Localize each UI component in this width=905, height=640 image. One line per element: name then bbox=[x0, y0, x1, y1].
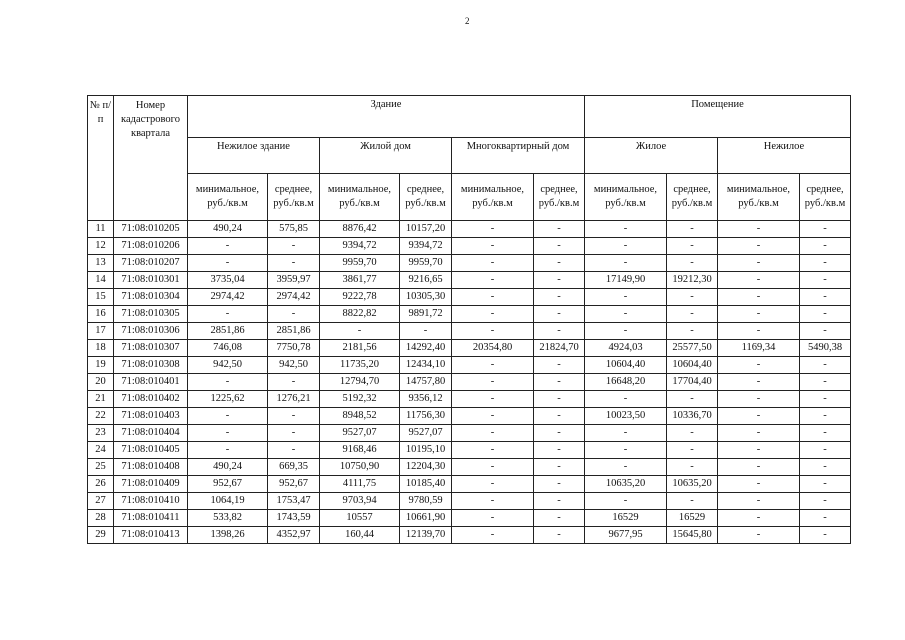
table-cell: - bbox=[718, 306, 800, 323]
table-cell: - bbox=[800, 221, 851, 238]
table-cell: - bbox=[800, 374, 851, 391]
cadastral-number: 71:08:010304 bbox=[114, 289, 188, 306]
table-row bbox=[88, 459, 851, 476]
table-cell: 10604,40 bbox=[585, 357, 667, 374]
row-number: 28 bbox=[88, 510, 114, 527]
table-cell: 10661,90 bbox=[400, 510, 452, 527]
table-cell: 25577,50 bbox=[667, 340, 718, 357]
table-row bbox=[88, 323, 851, 340]
page-number: 2 bbox=[465, 16, 470, 26]
table-cell: - bbox=[452, 459, 534, 476]
table-cell: - bbox=[534, 374, 585, 391]
table-cell: 21824,70 bbox=[534, 340, 585, 357]
table-cell: 2851,86 bbox=[188, 323, 268, 340]
header-building: Здание bbox=[188, 96, 585, 138]
table-cell: - bbox=[718, 493, 800, 510]
table-cell: - bbox=[452, 408, 534, 425]
table-row bbox=[88, 255, 851, 272]
table-cell: 1753,47 bbox=[268, 493, 320, 510]
table-cell: 9394,72 bbox=[400, 238, 452, 255]
header-residential: Жилое bbox=[585, 138, 718, 174]
header-cadastral: Номер кадастрового квартала bbox=[114, 96, 188, 221]
table-cell: 17149,90 bbox=[585, 272, 667, 289]
cadastral-number: 71:08:010307 bbox=[114, 340, 188, 357]
table-row bbox=[88, 374, 851, 391]
row-number: 13 bbox=[88, 255, 114, 272]
table-cell: 11735,20 bbox=[320, 357, 400, 374]
table-cell: 17704,40 bbox=[667, 374, 718, 391]
table-cell: - bbox=[718, 272, 800, 289]
table-cell: 9394,72 bbox=[320, 238, 400, 255]
table-cell: 1169,34 bbox=[718, 340, 800, 357]
table-cell: 11756,30 bbox=[400, 408, 452, 425]
row-number: 18 bbox=[88, 340, 114, 357]
table-cell: 5192,32 bbox=[320, 391, 400, 408]
table-cell: 9780,59 bbox=[400, 493, 452, 510]
table-cell: - bbox=[718, 476, 800, 493]
table-cell: 5490,38 bbox=[800, 340, 851, 357]
table-body bbox=[88, 221, 851, 544]
table-cell: 160,44 bbox=[320, 527, 400, 544]
table-cell: - bbox=[718, 289, 800, 306]
table-cell: - bbox=[452, 493, 534, 510]
table-cell: 3861,77 bbox=[320, 272, 400, 289]
table-cell: - bbox=[452, 289, 534, 306]
table-cell: 9677,95 bbox=[585, 527, 667, 544]
table-cell: - bbox=[800, 510, 851, 527]
table-cell: 942,50 bbox=[188, 357, 268, 374]
table-cell: 16529 bbox=[585, 510, 667, 527]
table-row bbox=[88, 527, 851, 544]
table-cell: - bbox=[452, 374, 534, 391]
table-cell: 8948,52 bbox=[320, 408, 400, 425]
table-cell: 3735,04 bbox=[188, 272, 268, 289]
table-cell: - bbox=[800, 357, 851, 374]
table-row bbox=[88, 238, 851, 255]
table-cell: - bbox=[268, 374, 320, 391]
table-cell: - bbox=[718, 459, 800, 476]
table-cell: - bbox=[718, 357, 800, 374]
table-cell: - bbox=[667, 323, 718, 340]
header-avg: среднее, руб./кв.м bbox=[400, 174, 452, 221]
table-cell: 14292,40 bbox=[400, 340, 452, 357]
table-cell: - bbox=[452, 442, 534, 459]
table-cell: 10336,70 bbox=[667, 408, 718, 425]
table-cell: 4924,03 bbox=[585, 340, 667, 357]
header-nonres-building: Нежилое здание bbox=[188, 138, 320, 174]
table-cell: 942,50 bbox=[268, 357, 320, 374]
row-number: 17 bbox=[88, 323, 114, 340]
table-cell: - bbox=[585, 221, 667, 238]
table-cell: - bbox=[534, 425, 585, 442]
table-cell: - bbox=[667, 289, 718, 306]
table-cell: - bbox=[268, 442, 320, 459]
table-cell: - bbox=[800, 425, 851, 442]
table-cell: - bbox=[667, 306, 718, 323]
table-cell: 10185,40 bbox=[400, 476, 452, 493]
table-cell: - bbox=[800, 476, 851, 493]
table-cell: 10305,30 bbox=[400, 289, 452, 306]
table-cell: - bbox=[585, 493, 667, 510]
table-cell: 1276,21 bbox=[268, 391, 320, 408]
table-cell: - bbox=[667, 425, 718, 442]
row-number: 25 bbox=[88, 459, 114, 476]
table-row bbox=[88, 289, 851, 306]
header-min: минимальное, руб./кв.м bbox=[452, 174, 534, 221]
row-number: 27 bbox=[88, 493, 114, 510]
table-cell: 12794,70 bbox=[320, 374, 400, 391]
cadastral-number: 71:08:010401 bbox=[114, 374, 188, 391]
row-number: 12 bbox=[88, 238, 114, 255]
table-cell: 1398,26 bbox=[188, 527, 268, 544]
table-cell: 10557 bbox=[320, 510, 400, 527]
table-cell: 10604,40 bbox=[667, 357, 718, 374]
table-cell: - bbox=[585, 391, 667, 408]
table-cell: - bbox=[452, 221, 534, 238]
table-cell: - bbox=[534, 510, 585, 527]
header-avg: среднее, руб./кв.м bbox=[534, 174, 585, 221]
table-cell: - bbox=[188, 425, 268, 442]
table-cell: - bbox=[268, 306, 320, 323]
table-cell: - bbox=[800, 391, 851, 408]
table-cell: - bbox=[800, 527, 851, 544]
table-cell: 3959,97 bbox=[268, 272, 320, 289]
table-cell: - bbox=[718, 425, 800, 442]
table-cell: - bbox=[452, 323, 534, 340]
table-cell: - bbox=[534, 391, 585, 408]
table-cell: - bbox=[667, 221, 718, 238]
table-cell: - bbox=[534, 459, 585, 476]
table-row bbox=[88, 272, 851, 289]
table-cell: - bbox=[188, 255, 268, 272]
table-cell: - bbox=[800, 306, 851, 323]
row-number: 14 bbox=[88, 272, 114, 289]
table-cell: 19212,30 bbox=[667, 272, 718, 289]
table-cell: - bbox=[667, 459, 718, 476]
table-cell: - bbox=[268, 255, 320, 272]
table-cell: - bbox=[718, 221, 800, 238]
table-cell: - bbox=[800, 238, 851, 255]
cadastral-number: 71:08:010405 bbox=[114, 442, 188, 459]
header-nonresidential: Нежилое bbox=[718, 138, 851, 174]
table-row bbox=[88, 442, 851, 459]
cadastral-number: 71:08:010402 bbox=[114, 391, 188, 408]
row-number: 11 bbox=[88, 221, 114, 238]
table-cell: 12139,70 bbox=[400, 527, 452, 544]
table-cell: 9527,07 bbox=[320, 425, 400, 442]
table-cell: - bbox=[585, 323, 667, 340]
table-cell: - bbox=[534, 323, 585, 340]
cadastral-number: 71:08:010205 bbox=[114, 221, 188, 238]
table-cell: 490,24 bbox=[188, 221, 268, 238]
header-min: минимальное, руб./кв.м bbox=[320, 174, 400, 221]
table-cell: - bbox=[452, 391, 534, 408]
table-row bbox=[88, 357, 851, 374]
table-row bbox=[88, 493, 851, 510]
table-cell: - bbox=[452, 425, 534, 442]
cadastral-number: 71:08:010408 bbox=[114, 459, 188, 476]
table-cell: - bbox=[585, 459, 667, 476]
table-cell: 533,82 bbox=[188, 510, 268, 527]
table-cell: - bbox=[667, 255, 718, 272]
row-number: 19 bbox=[88, 357, 114, 374]
header-min: минимальное, руб./кв.м bbox=[718, 174, 800, 221]
table-cell: - bbox=[452, 272, 534, 289]
table-cell: - bbox=[452, 357, 534, 374]
table-cell: - bbox=[534, 493, 585, 510]
table-cell: 952,67 bbox=[268, 476, 320, 493]
table-cell: 1743,59 bbox=[268, 510, 320, 527]
table-cell: - bbox=[534, 476, 585, 493]
table-cell: - bbox=[188, 374, 268, 391]
row-number: 22 bbox=[88, 408, 114, 425]
table-cell: 1225,62 bbox=[188, 391, 268, 408]
header-min: минимальное, руб./кв.м bbox=[585, 174, 667, 221]
table-cell: - bbox=[268, 425, 320, 442]
table-cell: 10023,50 bbox=[585, 408, 667, 425]
table-cell: - bbox=[800, 493, 851, 510]
table-cell: - bbox=[188, 306, 268, 323]
table-cell: 9356,12 bbox=[400, 391, 452, 408]
table-cell: 14757,80 bbox=[400, 374, 452, 391]
table-cell: 1064,19 bbox=[188, 493, 268, 510]
cadastral-number: 71:08:010413 bbox=[114, 527, 188, 544]
table-cell: 8822,82 bbox=[320, 306, 400, 323]
cadastral-value-table bbox=[87, 95, 851, 544]
table-cell: - bbox=[718, 408, 800, 425]
table-cell: - bbox=[188, 238, 268, 255]
table-cell: - bbox=[534, 221, 585, 238]
table-cell: - bbox=[667, 493, 718, 510]
table-cell: 4111,75 bbox=[320, 476, 400, 493]
table-cell: - bbox=[667, 238, 718, 255]
header-num: № п/п bbox=[88, 96, 114, 221]
table-cell: 15645,80 bbox=[667, 527, 718, 544]
table-cell: - bbox=[718, 442, 800, 459]
table-cell: - bbox=[268, 238, 320, 255]
table-cell: - bbox=[718, 238, 800, 255]
table-cell: - bbox=[800, 255, 851, 272]
table-cell: - bbox=[452, 238, 534, 255]
table-cell: - bbox=[800, 459, 851, 476]
table-cell: 2181,56 bbox=[320, 340, 400, 357]
table-cell: - bbox=[585, 238, 667, 255]
table-cell: 490,24 bbox=[188, 459, 268, 476]
row-number: 21 bbox=[88, 391, 114, 408]
table-row bbox=[88, 221, 851, 238]
table-cell: - bbox=[534, 238, 585, 255]
table-cell: - bbox=[585, 425, 667, 442]
table-cell: 952,67 bbox=[188, 476, 268, 493]
row-number: 29 bbox=[88, 527, 114, 544]
table-row bbox=[88, 340, 851, 357]
table-cell: 10635,20 bbox=[667, 476, 718, 493]
table-cell: 7750,78 bbox=[268, 340, 320, 357]
table-row bbox=[88, 306, 851, 323]
header-res-house: Жилой дом bbox=[320, 138, 452, 174]
table-row bbox=[88, 476, 851, 493]
table-cell: - bbox=[800, 289, 851, 306]
cadastral-number: 71:08:010306 bbox=[114, 323, 188, 340]
cadastral-number: 71:08:010411 bbox=[114, 510, 188, 527]
table-cell: - bbox=[534, 527, 585, 544]
table-cell: 9891,72 bbox=[400, 306, 452, 323]
table-cell: 9703,94 bbox=[320, 493, 400, 510]
table-cell: - bbox=[800, 323, 851, 340]
table-row bbox=[88, 391, 851, 408]
cadastral-number: 71:08:010403 bbox=[114, 408, 188, 425]
table-cell: - bbox=[452, 255, 534, 272]
table-cell: 20354,80 bbox=[452, 340, 534, 357]
table-cell: 2851,86 bbox=[268, 323, 320, 340]
table-cell: 2974,42 bbox=[268, 289, 320, 306]
table-cell: - bbox=[585, 442, 667, 459]
cadastral-number: 71:08:010308 bbox=[114, 357, 188, 374]
table-cell: 10157,20 bbox=[400, 221, 452, 238]
header-premises: Помещение bbox=[585, 96, 851, 138]
header-avg: среднее, руб./кв.м bbox=[800, 174, 851, 221]
table-cell: - bbox=[800, 408, 851, 425]
table-cell: 9527,07 bbox=[400, 425, 452, 442]
table-cell: 9959,70 bbox=[320, 255, 400, 272]
cadastral-number: 71:08:010404 bbox=[114, 425, 188, 442]
header-avg: среднее, руб./кв.м bbox=[667, 174, 718, 221]
table-cell: 10750,90 bbox=[320, 459, 400, 476]
table-cell: - bbox=[585, 306, 667, 323]
table-cell: 12434,10 bbox=[400, 357, 452, 374]
table-cell: - bbox=[718, 527, 800, 544]
table-cell: - bbox=[320, 323, 400, 340]
table-cell: 2974,42 bbox=[188, 289, 268, 306]
cadastral-number: 71:08:010305 bbox=[114, 306, 188, 323]
row-number: 26 bbox=[88, 476, 114, 493]
table-cell: - bbox=[800, 442, 851, 459]
table-cell: 669,35 bbox=[268, 459, 320, 476]
cadastral-number: 71:08:010206 bbox=[114, 238, 188, 255]
table-cell: 9222,78 bbox=[320, 289, 400, 306]
table-cell: 10635,20 bbox=[585, 476, 667, 493]
table-cell: 9216,65 bbox=[400, 272, 452, 289]
table-cell: - bbox=[718, 255, 800, 272]
table-cell: - bbox=[534, 357, 585, 374]
table-cell: - bbox=[718, 323, 800, 340]
table-cell: - bbox=[585, 255, 667, 272]
table-cell: 16529 bbox=[667, 510, 718, 527]
table-cell: 746,08 bbox=[188, 340, 268, 357]
table-cell: - bbox=[585, 289, 667, 306]
cadastral-number: 71:08:010301 bbox=[114, 272, 188, 289]
table-cell: - bbox=[452, 476, 534, 493]
table-cell: - bbox=[667, 442, 718, 459]
table-cell: - bbox=[718, 374, 800, 391]
table-row bbox=[88, 510, 851, 527]
row-number: 16 bbox=[88, 306, 114, 323]
table-cell: - bbox=[800, 272, 851, 289]
table-cell: - bbox=[718, 510, 800, 527]
table-row bbox=[88, 408, 851, 425]
cadastral-number: 71:08:010409 bbox=[114, 476, 188, 493]
table-cell: - bbox=[188, 442, 268, 459]
table-cell: 8876,42 bbox=[320, 221, 400, 238]
row-number: 23 bbox=[88, 425, 114, 442]
table-cell: - bbox=[452, 306, 534, 323]
table-cell: - bbox=[268, 408, 320, 425]
row-number: 24 bbox=[88, 442, 114, 459]
row-number: 15 bbox=[88, 289, 114, 306]
table-cell: 4352,97 bbox=[268, 527, 320, 544]
table-cell: 9959,70 bbox=[400, 255, 452, 272]
cadastral-number: 71:08:010410 bbox=[114, 493, 188, 510]
table-cell: - bbox=[452, 527, 534, 544]
table-cell: - bbox=[188, 408, 268, 425]
table-cell: - bbox=[534, 442, 585, 459]
table-cell: 575,85 bbox=[268, 221, 320, 238]
table-cell: - bbox=[400, 323, 452, 340]
table-cell: 9168,46 bbox=[320, 442, 400, 459]
table-cell: - bbox=[534, 289, 585, 306]
table-cell: - bbox=[534, 306, 585, 323]
table-cell: - bbox=[534, 408, 585, 425]
cadastral-number: 71:08:010207 bbox=[114, 255, 188, 272]
table-cell: - bbox=[452, 510, 534, 527]
table-cell: - bbox=[718, 391, 800, 408]
table-cell: - bbox=[534, 272, 585, 289]
table-cell: 16648,20 bbox=[585, 374, 667, 391]
header-apartment-house: Многоквартирный дом bbox=[452, 138, 585, 174]
header-min: минимальное, руб./кв.м bbox=[188, 174, 268, 221]
header-avg: среднее, руб./кв.м bbox=[268, 174, 320, 221]
table-cell: 10195,10 bbox=[400, 442, 452, 459]
row-number: 20 bbox=[88, 374, 114, 391]
table-cell: 12204,30 bbox=[400, 459, 452, 476]
table-cell: - bbox=[534, 255, 585, 272]
table-row bbox=[88, 425, 851, 442]
table-cell: - bbox=[667, 391, 718, 408]
